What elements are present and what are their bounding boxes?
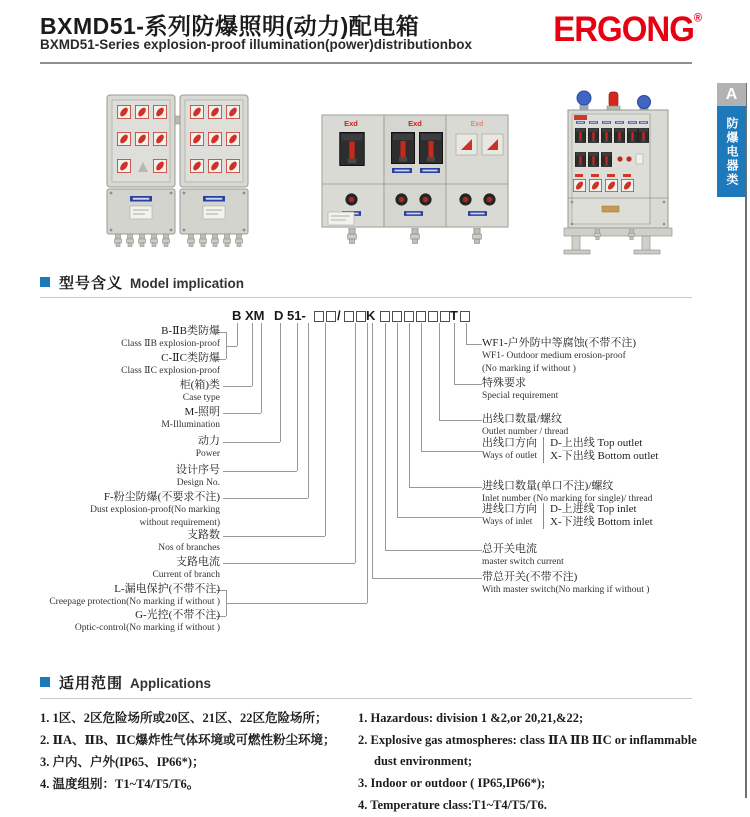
model-label-en: With master switch(No marking if without ) <box>482 585 650 595</box>
model-label-en: Ways of outlet <box>482 451 538 462</box>
model-label-right <box>482 437 658 463</box>
model-code-box <box>404 311 414 322</box>
model-label-en: WF1- Outdoor medium erosion-proof <box>482 351 626 361</box>
connector-line <box>223 471 297 472</box>
model-label-right <box>482 543 564 569</box>
application-item-en: 4. Temperature class:T1~T4/T5/T6. <box>358 798 547 812</box>
model-label-en: Dust explosion-proof(No marking <box>90 505 220 515</box>
model-label-cn: 动力 <box>198 435 220 447</box>
model-label-en: Current of branch <box>152 570 220 580</box>
model-label-cn: G-光控(不带不注) <box>135 609 220 621</box>
connector-line <box>223 498 308 499</box>
model-code-box <box>356 311 366 322</box>
connector-line <box>409 487 482 488</box>
model-code-char: / <box>337 308 341 323</box>
section-title-cn: 型号含义 <box>59 275 124 292</box>
model-label-option: X-下出线 Bottom outlet <box>550 450 659 462</box>
model-label-options <box>543 437 658 463</box>
model-label-left <box>121 325 220 351</box>
model-code-char: 51- <box>287 308 306 323</box>
connector-line <box>223 386 252 387</box>
model-code-box <box>380 311 390 322</box>
header-divider <box>40 62 692 64</box>
model-label-cn: 设计序号 <box>176 464 220 476</box>
model-label-right <box>482 480 652 506</box>
connector-line <box>325 323 326 536</box>
model-label-en: Design No. <box>176 478 220 488</box>
connector-line <box>454 384 482 385</box>
model-label-en: Optic-control(No marking if without ) <box>74 623 220 633</box>
model-label-cn: 支路电流 <box>176 556 220 568</box>
application-item-cn: 1. 1区、2区危险场所或20区、21区、22区危险场所； <box>40 711 328 725</box>
application-item-cn: 3. 户内、户外(IP65、IP66*)； <box>40 755 205 769</box>
connector-line <box>372 323 373 578</box>
model-label-cn: L-漏电保护(不带不注) <box>114 583 220 595</box>
product-photo-floor-cabinet <box>556 84 691 256</box>
model-implication-heading <box>40 272 244 290</box>
section-title-en: Model implication <box>130 276 245 291</box>
model-label-en: Power <box>195 449 220 459</box>
section-divider <box>40 297 692 298</box>
connector-line <box>226 346 237 347</box>
connector-line <box>367 323 368 603</box>
model-label-cn: 总开关电流 <box>482 543 537 555</box>
model-label-cn: 支路数 <box>187 529 220 541</box>
category-tab-letter: A <box>717 83 746 106</box>
model-label-cn: B-ⅡB类防爆 <box>161 325 220 337</box>
model-code-box <box>428 311 438 322</box>
model-label-left <box>176 464 220 490</box>
connector-line <box>223 536 325 537</box>
registered-mark: ® <box>693 11 702 25</box>
connector-line <box>237 323 238 346</box>
model-code-char: K <box>366 308 376 323</box>
connector-line <box>385 323 386 550</box>
model-code-box <box>326 311 336 322</box>
application-item-cn: 2. ⅡA、ⅡB、ⅡC爆炸性气体环境或可燃性粉尘环境； <box>40 733 336 747</box>
model-code-char: XM <box>245 308 265 323</box>
model-label-cn: 出线口方向 <box>482 437 537 450</box>
model-label-option: D-上进线 Top inlet <box>550 503 637 515</box>
model-label-cn: 进线口数量(单口不注)/螺纹 <box>482 480 614 492</box>
model-label-cn: 出线口数量/螺纹 <box>482 413 563 425</box>
section-divider <box>40 698 692 699</box>
connector-line <box>308 323 309 498</box>
model-label-cn: C-ⅡC类防爆 <box>161 352 220 364</box>
connector-line <box>372 578 482 579</box>
model-label-en: Special requirement <box>482 391 559 401</box>
model-code-char: B <box>232 308 242 323</box>
section-title-cn: 适用范围 <box>59 675 124 692</box>
model-label-en: M-Illumination <box>161 420 220 430</box>
model-label-en: master switch current <box>482 557 564 567</box>
model-label-en: Class ⅡC explosion-proof <box>121 366 220 376</box>
category-tab-label: 防爆电器类 <box>717 106 746 197</box>
model-code-box <box>392 311 402 322</box>
model-label-en: Class ⅡB explosion-proof <box>121 339 220 349</box>
connector-line <box>226 603 367 604</box>
model-label-left <box>158 529 220 555</box>
model-label-en: without requirement) <box>139 517 220 528</box>
model-label-left <box>121 352 220 378</box>
model-label-right <box>482 377 558 403</box>
product-photo-panel-box <box>320 112 512 247</box>
model-code-box <box>440 311 450 322</box>
model-label-left <box>161 406 220 432</box>
model-label-right <box>482 337 636 375</box>
model-label-left <box>152 556 220 582</box>
model-label-left <box>75 609 220 635</box>
model-label-cn: 带总开关(不带不注) <box>482 571 578 583</box>
connector-line <box>397 517 482 518</box>
model-label-en: Outlet number / thread <box>482 427 569 437</box>
model-label-left <box>180 379 220 405</box>
applications-heading <box>40 672 211 690</box>
model-label-en: Case type <box>182 393 220 403</box>
model-label-en: Inlet number (No marking for single)/ thread <box>482 494 653 504</box>
connector-line <box>439 420 482 421</box>
connector-line <box>439 323 440 420</box>
model-label-cn: WF1-户外防中等腐蚀(不带不注) <box>482 337 636 349</box>
connector-line <box>409 323 410 487</box>
section-title-en: Applications <box>130 676 212 691</box>
connector-line <box>223 563 355 564</box>
application-item-en: 2. Explosive gas atmospheres: class ⅡA ⅡB ⅡC or inflammable dust environment; <box>358 733 697 768</box>
model-code-diagram <box>30 306 742 648</box>
connector-line <box>223 413 261 414</box>
model-label-en: Nos of branches <box>158 543 220 553</box>
blue-square-bullet <box>40 277 50 287</box>
exd-marking: Exd <box>408 119 422 128</box>
exd-marking: Exd <box>344 119 358 128</box>
connector-line <box>466 323 467 344</box>
brand-logo <box>552 8 702 49</box>
connector-line <box>252 323 253 386</box>
application-item-en: 1. Hazardous: division 1 &2,or 20,21,&22; <box>358 711 584 725</box>
model-label-cn: M-照明 <box>184 406 220 418</box>
connector-line <box>421 323 422 451</box>
page-title: BXMD51-系列防爆照明(动力)配电箱 <box>40 13 420 39</box>
model-label-left <box>49 583 220 609</box>
blue-square-bullet <box>40 677 50 687</box>
connector-line <box>385 550 482 551</box>
model-label-cn: F-粉尘防爆(不要求不注) <box>103 491 220 503</box>
applications-list-en <box>358 708 710 817</box>
model-code-box <box>344 311 354 322</box>
model-label-cn: 柜(箱)类 <box>179 379 220 391</box>
model-label-right <box>482 413 568 439</box>
connector-line <box>261 323 262 413</box>
model-code-box <box>460 311 470 322</box>
model-code-box <box>314 311 324 322</box>
model-label-right <box>482 503 653 529</box>
product-photo-wall-boxes <box>64 88 304 253</box>
applications-list-cn <box>40 708 358 817</box>
connector-line <box>466 344 482 345</box>
application-item-en: 3. Indoor or outdoor ( IP65,IP66*); <box>358 776 546 790</box>
model-label-left <box>196 435 220 461</box>
model-label-en: Ways of inlet <box>482 517 533 528</box>
brand-text: ERGONG <box>553 8 694 49</box>
model-label-en: Creepage protection(No marking if without ) <box>49 597 220 607</box>
exd-marking: Exd <box>470 121 484 128</box>
model-label-right <box>482 571 649 597</box>
model-label-option: X-下进线 Bottom inlet <box>550 516 653 528</box>
model-code-box <box>416 311 426 322</box>
connector-line <box>454 323 455 384</box>
applications-lists <box>40 708 730 817</box>
connector-line <box>280 323 281 442</box>
model-label-cn: 特殊要求 <box>482 377 526 389</box>
model-label-options <box>543 503 653 529</box>
model-code-char: D <box>274 308 284 323</box>
page-subtitle: BXMD51-Series explosion-proof illumination(power)distributionbox <box>40 37 473 52</box>
connector-line <box>355 323 356 563</box>
model-code-char: T <box>450 308 458 323</box>
application-item-cn: 4. 温度组别：T1~T4/T5/T6。 <box>40 777 200 791</box>
connector-line <box>223 442 280 443</box>
model-label-en: (No marking if without ) <box>482 363 576 374</box>
model-label-left <box>90 491 220 529</box>
connector-line <box>297 323 298 471</box>
model-label-cn: 进线口方向 <box>482 503 537 516</box>
model-label-option: D-上出线 Top outlet <box>550 437 643 449</box>
connector-line <box>421 451 482 452</box>
connector-line <box>397 323 398 517</box>
